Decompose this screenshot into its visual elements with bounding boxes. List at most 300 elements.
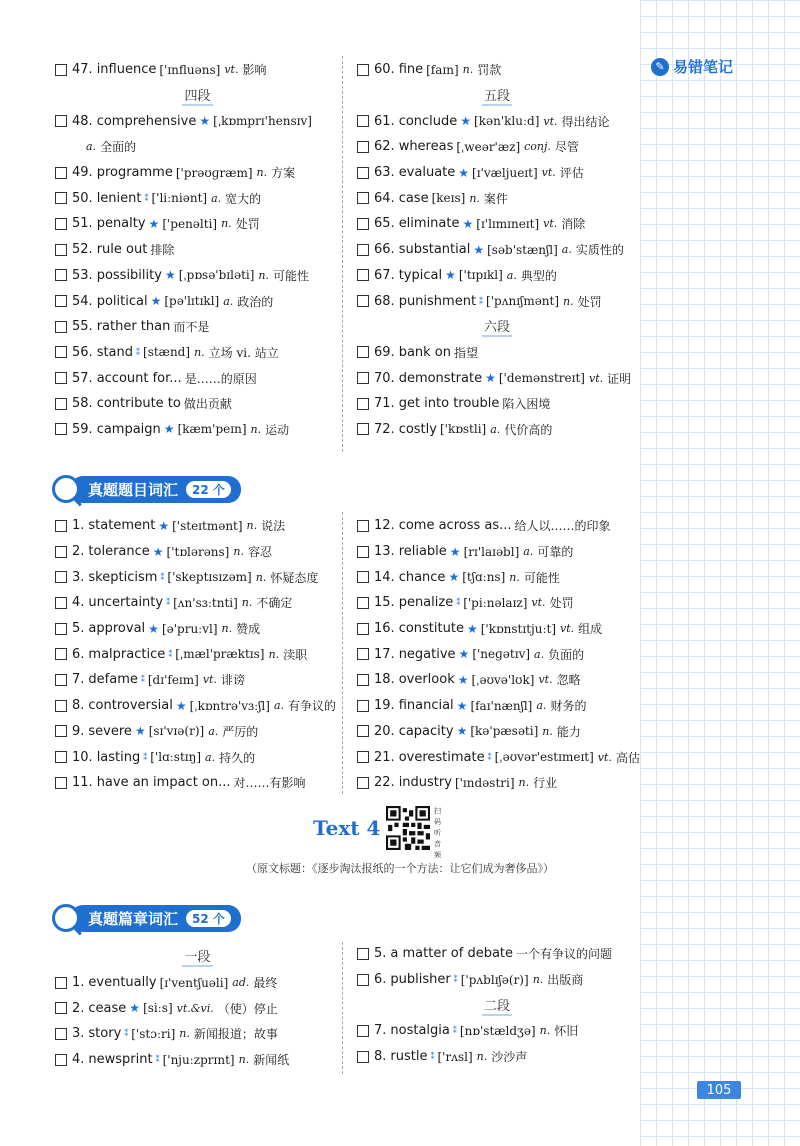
word-count-badge: 22 个 (186, 481, 231, 498)
checkbox[interactable] (357, 423, 369, 435)
checkbox[interactable] (55, 64, 67, 76)
entry-number: 19. (374, 698, 395, 714)
english-word: rather than (96, 319, 171, 335)
english-word: overestimate (398, 749, 485, 765)
english-word: constitute (398, 621, 464, 637)
entry-number: 7. (374, 1023, 387, 1039)
part-of-speech: vt. (543, 114, 558, 128)
frequency-mark-icon: ⁑ (155, 1055, 160, 1065)
chinese-meaning: 对……有影响 (233, 776, 306, 791)
checkbox[interactable] (357, 974, 369, 986)
english-word: substantial (398, 242, 471, 258)
vocab-entry (357, 693, 637, 719)
key-word-star-icon: ★ (485, 371, 496, 386)
english-word: lasting (96, 749, 141, 765)
vocab-entry (55, 263, 340, 289)
vocab-entry (357, 417, 637, 443)
checkbox[interactable] (357, 269, 369, 281)
vocab-entry (55, 314, 340, 340)
entry-number: 70. (374, 370, 395, 386)
entry-number: 2. (72, 544, 85, 560)
part-of-speech: n. (179, 1027, 190, 1041)
part-of-speech: a. (223, 294, 234, 308)
vocab-entry (357, 211, 637, 237)
english-word: chance (398, 569, 446, 585)
checkbox[interactable] (357, 948, 369, 960)
checkbox[interactable] (55, 398, 67, 410)
vocab-entry (357, 941, 637, 967)
entry-number: 50. (72, 190, 93, 206)
english-word: penalize (398, 595, 454, 611)
part-of-speech: n. (256, 166, 268, 180)
key-word-star-icon: ★ (460, 114, 472, 129)
part-of-speech: n. (462, 63, 474, 77)
english-word: conclude (398, 113, 458, 129)
checkbox[interactable] (357, 64, 369, 76)
entry-number: 47. (72, 62, 93, 78)
phonetic: [ˌkɒntrə'vɜːʃl] (189, 698, 270, 713)
phonetic: ['kɒstli] (439, 422, 487, 437)
checkbox[interactable] (357, 725, 369, 737)
entry-number: 65. (374, 216, 395, 232)
frequency-mark-icon: ⁑ (143, 752, 148, 762)
chinese-meaning: 案件 (483, 191, 508, 206)
entry-number: 59. (72, 421, 93, 437)
paragraph-label: 一段 (182, 946, 212, 967)
chinese-meaning: 不确定 (256, 596, 293, 611)
checkbox[interactable] (357, 546, 369, 558)
vocab-entry (357, 365, 637, 391)
checkbox[interactable] (357, 751, 369, 763)
checkbox[interactable] (55, 218, 67, 230)
checkbox[interactable] (357, 777, 369, 789)
vocab-entry (55, 770, 340, 796)
chinese-meaning: 典型的 (520, 268, 557, 283)
english-word: punishment (398, 293, 477, 309)
english-word: influence (96, 62, 157, 78)
frequency-mark-icon: ⁑ (144, 193, 149, 203)
entry-number: 6. (72, 646, 85, 662)
english-word: eventually (88, 975, 157, 991)
vocab-entry (55, 641, 340, 667)
key-word-star-icon: ★ (458, 647, 470, 662)
part-of-speech: a. (506, 268, 517, 282)
english-word: political (96, 293, 148, 309)
english-word: comprehensive (96, 113, 197, 129)
checkbox[interactable] (55, 648, 67, 660)
english-word: rustle (390, 1049, 428, 1065)
entry-number: 3. (72, 1026, 85, 1042)
vocab-entry (357, 539, 637, 565)
checkbox[interactable] (357, 244, 369, 256)
paragraph-label: 二段 (482, 995, 512, 1016)
vocab-entry (357, 590, 637, 616)
part-of-speech: a. (561, 243, 572, 257)
vocab-entry (55, 564, 340, 590)
entry-number: 60. (374, 62, 395, 78)
frequency-mark-icon: ⁑ (487, 752, 492, 762)
phonetic: [keɪs] (431, 191, 466, 206)
vocab-entry (55, 211, 340, 237)
phonetic: [ʌn'sɜːtnti] (173, 595, 238, 610)
chinese-meaning: 严厉的 (222, 724, 259, 739)
text-title: Text 4 (313, 816, 381, 840)
paragraph-marker (357, 83, 637, 109)
chinese-meaning: 可能性 (523, 570, 560, 585)
english-word: defame (88, 672, 138, 688)
vocab-column-left (55, 57, 340, 442)
english-word: uncertainty (88, 595, 164, 611)
vocab-entry-continuation (55, 134, 340, 160)
entry-number: 16. (374, 621, 395, 637)
checkbox[interactable] (357, 398, 369, 410)
english-word: possibility (96, 267, 162, 283)
chinese-meaning: 有争议的 (288, 699, 337, 714)
checkbox[interactable] (357, 648, 369, 660)
vocab-entry (55, 539, 340, 565)
vocab-entry (357, 770, 637, 796)
entry-number: 49. (72, 165, 93, 181)
part-of-speech: n. (246, 519, 258, 533)
paragraph-label: 六段 (482, 316, 512, 337)
vocab-entry (357, 667, 637, 693)
checkbox[interactable] (55, 269, 67, 281)
vocab-entry (55, 970, 340, 996)
part-of-speech: n. (221, 622, 233, 636)
checkbox[interactable] (357, 571, 369, 583)
phonetic: [stænd] (143, 345, 191, 360)
vocab-entry (55, 185, 340, 211)
checkbox[interactable] (55, 167, 67, 179)
checkbox[interactable] (357, 295, 369, 307)
phonetic: ['tɪpɪkl] (458, 268, 503, 283)
chinese-meaning: 宽大的 (225, 191, 262, 206)
vocab-entry (55, 719, 340, 745)
vocab-entry (55, 340, 340, 366)
vocab-entry (357, 108, 637, 134)
vocab-entry (55, 288, 340, 314)
key-word-star-icon: ★ (163, 422, 175, 437)
vocab-entry (55, 1021, 340, 1047)
english-word: controversial (88, 698, 173, 714)
phonetic: [nɒ'stældʒə] (459, 1023, 536, 1038)
page-number: 105 (697, 1081, 741, 1099)
entry-number: 71. (374, 396, 395, 412)
part-of-speech: a. (534, 647, 545, 661)
chinese-meaning: 赞成 (236, 622, 261, 637)
entry-number: 11. (72, 775, 93, 791)
vocab-entry (357, 719, 637, 745)
part-of-speech: vt. (538, 673, 553, 687)
checkbox[interactable] (55, 1028, 67, 1040)
english-word: bank on (398, 344, 451, 360)
checkbox[interactable] (357, 372, 369, 384)
section-title-bar (70, 476, 241, 503)
english-word: programme (96, 165, 173, 181)
checkbox[interactable] (55, 977, 67, 989)
part-of-speech: a. (490, 422, 501, 436)
checkbox[interactable] (55, 115, 67, 127)
entry-number: 4. (72, 595, 85, 611)
notes-badge (651, 56, 733, 77)
vocab-entry (55, 160, 340, 186)
entry-number: 54. (72, 293, 93, 309)
checkbox[interactable] (357, 520, 369, 532)
section-header-question-vocab (52, 475, 241, 503)
english-word: story (88, 1026, 122, 1042)
chinese-meaning: 怀疑态度 (270, 570, 319, 585)
vocab-entry (55, 513, 340, 539)
checkbox[interactable] (55, 520, 67, 532)
english-word: negative (398, 646, 456, 662)
part-of-speech: n. (255, 570, 267, 584)
english-word: nostalgia (390, 1023, 450, 1039)
entry-number: 51. (72, 216, 93, 232)
checkbox[interactable] (357, 597, 369, 609)
checkbox[interactable] (357, 1025, 369, 1037)
entry-number: 1. (72, 518, 85, 534)
entry-number: 66. (374, 242, 395, 258)
checkbox[interactable] (357, 700, 369, 712)
phonetic: ['rʌsl] (437, 1049, 473, 1064)
paragraph-marker (55, 944, 340, 970)
entry-number: 20. (374, 723, 395, 739)
part-of-speech: vt. (588, 371, 604, 385)
chinese-meaning: 渎职 (283, 647, 308, 662)
phonetic: [kə'pæsəti] (470, 724, 539, 739)
checkbox[interactable] (55, 777, 67, 789)
key-word-star-icon: ★ (199, 114, 211, 129)
checkbox[interactable] (55, 192, 67, 204)
checkbox[interactable] (55, 546, 67, 558)
checkbox[interactable] (55, 321, 67, 333)
checkbox[interactable] (357, 192, 369, 204)
checkbox[interactable] (357, 1051, 369, 1063)
checkbox[interactable] (357, 115, 369, 127)
english-word: approval (88, 621, 146, 637)
english-word: skepticism (88, 569, 158, 585)
vocab-entry (357, 1044, 637, 1070)
chinese-meaning: 组成 (578, 622, 603, 637)
part-of-speech: n. (238, 1053, 250, 1067)
vocab-entry (357, 263, 637, 289)
phonetic: [faɪ'nænʃl] (470, 698, 533, 713)
vocab-column-right (357, 941, 637, 1069)
entry-number: 5. (72, 621, 85, 637)
checkbox[interactable] (357, 218, 369, 230)
checkbox[interactable] (55, 597, 67, 609)
english-word: campaign (96, 421, 161, 437)
english-word: financial (398, 698, 454, 714)
chinese-meaning: （使）停止 (217, 1001, 278, 1016)
english-word: malpractice (88, 646, 166, 662)
vocab-column-left (55, 944, 340, 1072)
chinese-meaning: 是……的原因 (184, 371, 257, 386)
part-of-speech: n. (469, 191, 480, 205)
english-word: evaluate (398, 165, 456, 181)
english-word: penalty (96, 216, 146, 232)
entry-number: 15. (374, 595, 395, 611)
phonetic: [ˌpɒsə'bɪləti] (178, 268, 255, 283)
checkbox[interactable] (55, 1002, 67, 1014)
english-word: reliable (398, 544, 447, 560)
part-of-speech: vt. (543, 217, 558, 231)
chinese-meaning: 财务的 (550, 699, 587, 714)
checkbox[interactable] (55, 725, 67, 737)
english-word: account for... (96, 370, 182, 386)
checkbox[interactable] (55, 751, 67, 763)
entry-number: 8. (72, 698, 85, 714)
entry-number: 18. (374, 672, 395, 688)
checkbox[interactable] (55, 244, 67, 256)
checkbox[interactable] (357, 141, 369, 153)
english-word: a matter of debate (390, 946, 514, 962)
checkbox[interactable] (55, 372, 67, 384)
english-word: statement (88, 518, 156, 534)
checkbox[interactable] (357, 623, 369, 635)
checkbox[interactable] (55, 674, 67, 686)
phonetic: ['tɒlərəns] (166, 544, 230, 559)
chinese-meaning: 立场 vi. 站立 (208, 345, 279, 360)
chinese-meaning: 消除 (561, 217, 586, 232)
chinese-meaning: 行业 (533, 776, 558, 791)
checkbox[interactable] (357, 346, 369, 358)
chinese-meaning: 评估 (559, 166, 584, 181)
phonetic: [ɪ'lɪmɪneɪt] (476, 216, 540, 231)
entry-number: 61. (374, 113, 395, 129)
section-title: 真题篇章词汇 (88, 909, 179, 928)
magnifier-icon (52, 475, 80, 503)
paragraph-label: 五段 (482, 85, 512, 106)
key-word-star-icon: ★ (448, 570, 460, 585)
english-word: overlook (398, 672, 455, 688)
english-word: newsprint (88, 1052, 153, 1068)
chinese-meaning: 实质性的 (575, 243, 624, 258)
chinese-meaning: 最终 (253, 976, 278, 991)
entry-number: 12. (374, 518, 395, 534)
checkbox[interactable] (55, 295, 67, 307)
vocab-column-left (55, 513, 340, 796)
key-word-star-icon: ★ (457, 672, 469, 687)
part-of-speech: n. (476, 1050, 488, 1064)
checkbox[interactable] (357, 167, 369, 179)
phonetic: [kən'kluːd] (474, 114, 540, 129)
phonetic: [siːs] (143, 1001, 173, 1016)
entry-number: 55. (72, 319, 93, 335)
key-word-star-icon: ★ (148, 621, 159, 636)
entry-number: 58. (72, 396, 93, 412)
english-word: capacity (398, 723, 454, 739)
entry-number: 64. (374, 190, 395, 206)
english-word: whereas (398, 139, 454, 155)
phonetic: [pə'lɪtɪkl] (164, 294, 220, 309)
chinese-meaning: 沙沙声 (491, 1050, 528, 1065)
phonetic: ['pʌnɪʃmənt] (486, 294, 560, 309)
entry-number: 7. (72, 672, 85, 688)
chinese-meaning: 罚款 (477, 63, 502, 78)
phonetic: [kæm'peɪn] (177, 422, 247, 437)
part-of-speech: n. (221, 217, 232, 231)
chinese-meaning: 忽略 (556, 673, 581, 688)
key-word-star-icon: ★ (164, 268, 176, 283)
chinese-meaning: 处罚 (549, 596, 574, 611)
phonetic: ['kɒnstɪtjuːt] (480, 621, 557, 636)
chinese-meaning: 方案 (271, 166, 296, 181)
chinese-meaning: 陷入困境 (502, 397, 551, 412)
part-of-speech: n. (539, 1024, 551, 1038)
vocab-entry (55, 616, 340, 642)
chinese-meaning: 怀旧 (554, 1024, 579, 1039)
phonetic: ['penəlti] (162, 216, 218, 231)
frequency-mark-icon: ⁑ (168, 649, 173, 659)
part-of-speech: vt. (531, 596, 546, 610)
phonetic: ['ɪndəstri] (454, 775, 515, 790)
checkbox[interactable] (357, 674, 369, 686)
vocab-entry (357, 513, 637, 539)
key-word-star-icon: ★ (456, 724, 468, 739)
phonetic: [ɪ'ventʃuəli] (159, 975, 229, 990)
english-word: rule out (96, 242, 148, 258)
vocab-entry (357, 744, 640, 770)
part-of-speech: vt.&vi. (176, 1001, 214, 1015)
vocab-column-right (357, 513, 640, 796)
part-of-speech: n. (542, 724, 553, 738)
qr-code-icon[interactable] (386, 806, 430, 850)
phonetic: [ˌmæl'præktɪs] (175, 647, 265, 662)
part-of-speech: n. (233, 545, 244, 559)
frequency-mark-icon: ⁑ (479, 296, 484, 306)
chinese-meaning: 影响 (242, 63, 267, 78)
entry-number: 5. (374, 946, 387, 962)
entry-number: 6. (374, 972, 387, 988)
key-word-star-icon: ★ (129, 1001, 141, 1016)
checkbox[interactable] (55, 1054, 67, 1066)
vocab-entry (357, 185, 637, 211)
checkbox[interactable] (55, 423, 67, 435)
checkbox[interactable] (55, 700, 67, 712)
grid-margin (640, 0, 800, 1146)
part-of-speech: vt. (224, 63, 239, 77)
key-word-star-icon: ★ (175, 698, 187, 713)
paragraph-marker (357, 992, 637, 1018)
phonetic: ['piːnəlaɪz] (463, 595, 528, 610)
chinese-meaning: 给人以……的印象 (514, 519, 611, 534)
frequency-mark-icon: ⁑ (430, 1052, 435, 1062)
checkbox[interactable] (55, 346, 67, 358)
entry-number: 17. (374, 646, 395, 662)
vocab-entry (357, 391, 637, 417)
vocab-entry (55, 237, 340, 263)
part-of-speech: n. (194, 345, 205, 359)
english-word: severe (88, 723, 132, 739)
entry-number: 8. (374, 1049, 387, 1065)
section-title: 真题题目词汇 (88, 480, 179, 499)
part-of-speech: a. (273, 699, 285, 713)
frequency-mark-icon: ⁑ (160, 572, 165, 582)
vocab-entry (357, 967, 637, 993)
vocab-entry (55, 693, 340, 719)
entry-number: 68. (374, 293, 395, 309)
chinese-meaning: 指望 (454, 345, 479, 360)
checkbox[interactable] (55, 623, 67, 635)
chinese-meaning: 代价高的 (504, 422, 553, 437)
entry-number: 2. (72, 1000, 85, 1016)
vocab-entry (55, 1047, 340, 1073)
key-word-star-icon: ★ (466, 621, 478, 636)
checkbox[interactable] (55, 571, 67, 583)
frequency-mark-icon: ⁑ (166, 598, 171, 608)
vocab-entry (55, 57, 340, 83)
